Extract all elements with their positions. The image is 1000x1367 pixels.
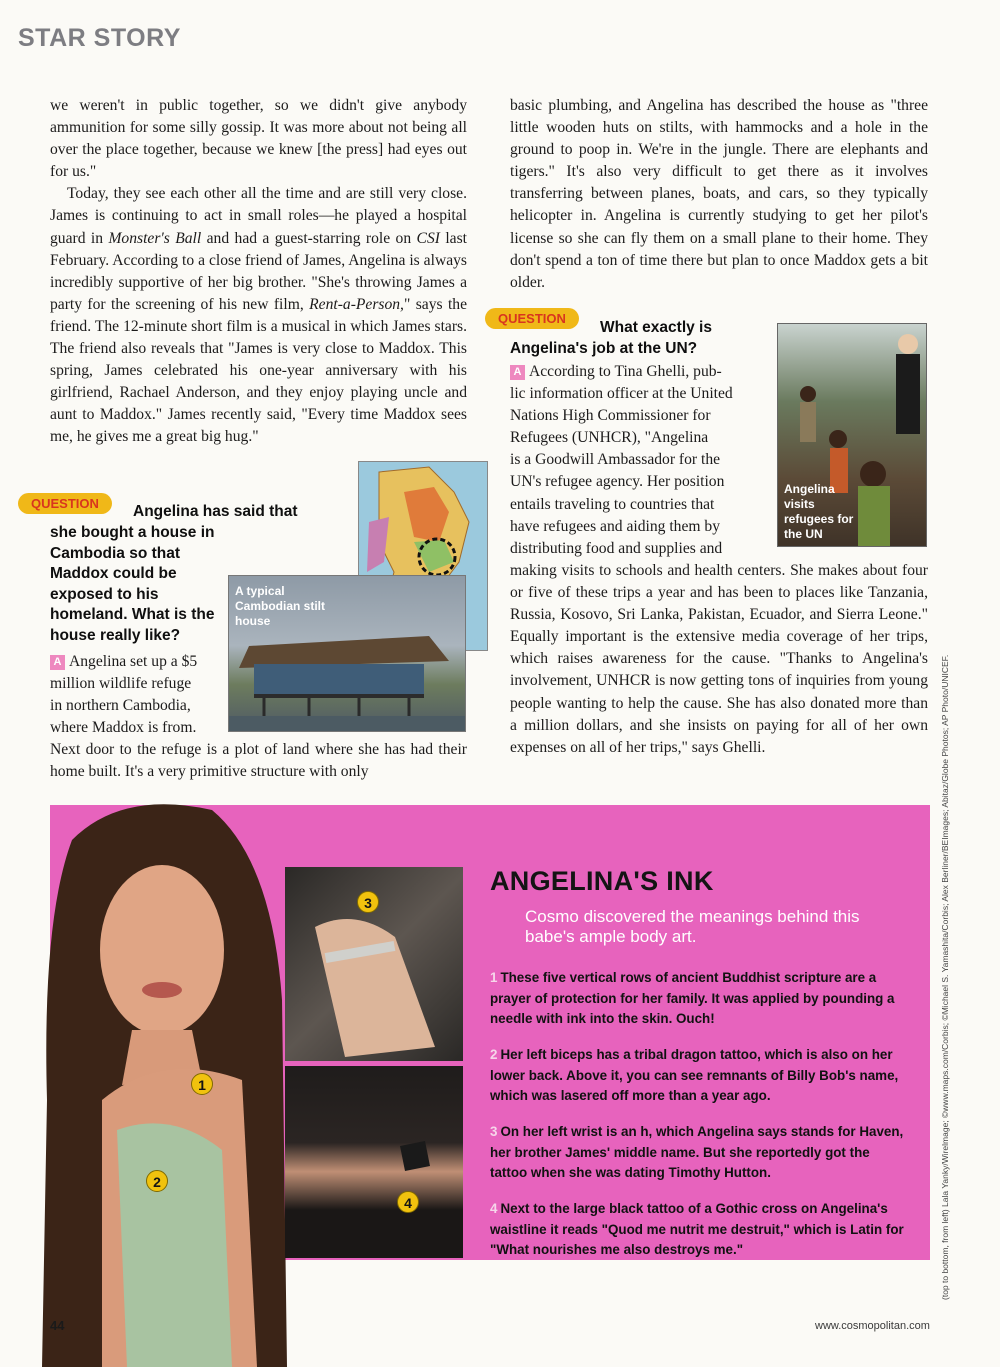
waist-graphic — [285, 1066, 463, 1258]
waistline-tattoo-photo — [285, 1066, 463, 1258]
tattoo-badge-1: 1 — [191, 1073, 213, 1095]
angelina-portrait-photo — [42, 800, 292, 1367]
question-tag-2: QUESTION — [485, 308, 579, 329]
ink-subtitle: Cosmo discovered the meanings behind this babe's ample body art. — [525, 907, 860, 946]
ink-item-1: 1 These five vertical rows of ancient Buddhist scripture are a prayer of protection for her family. It was applied by pounding a needle with ink into the skin. Ouch! — [490, 970, 895, 1026]
ink-item-4: 4 Next to the large black tattoo of a Gothic cross on Angelina's waistline it reads "Quod me nutrit me destruit," which is Latin for "What nourishes me also destroys me." — [490, 1201, 904, 1257]
portrait-graphic — [42, 800, 292, 1367]
answer-marker-1: A — [50, 655, 65, 670]
un-refugees-photo — [777, 323, 927, 547]
answer-marker-2: A — [510, 365, 525, 380]
left-paragraph-1: we weren't in public together, so we didn't give anybody ammunition for some silly gossip. It was more about not being all over the place together, because we knew [the press] had eyes out for us." — [50, 97, 467, 181]
question-1-answer-cont: Next door to the refuge is a plot of land where she has had their home built. It's a very primitive structure with only — [50, 741, 467, 781]
question-2-line-1: What exactly is — [600, 319, 712, 336]
question-1-line-1: Angelina has said that — [133, 503, 298, 520]
footer-url: www.cosmopolitan.com — [815, 1320, 930, 1332]
stilt-house-caption: A typical Cambodian stilt house — [235, 584, 326, 628]
question-1-heading: she bought a house in Cambodia so that Maddox could be exposed to his homeland. What is the house really like? — [50, 524, 215, 644]
question-2-answer: A According to Tina Ghelli, pub- lic information officer at the United Nations High Commissioner for Refugees (UNHCR), "Angelina is a Goodwill Ambassador for the UN's refugee agency. Her position entails traveling to countries that have refugees and aiding them by distributing food and supplies and — [510, 363, 733, 557]
tattoo-badge-4: 4 — [397, 1191, 419, 1213]
page-number: 44 — [50, 1318, 65, 1333]
question-1-answer: A Angelina set up a $5 million wildlife refuge in northern Cambodia, where Maddox is from. — [50, 653, 198, 737]
question-2-line-2: Angelina's job at the UN? — [510, 340, 698, 357]
ink-title: ANGELINA'S INK — [490, 866, 714, 896]
tattoo-badge-2: 2 — [146, 1170, 168, 1192]
left-paragraph-2: Today, they see each other all the time and are still very close. James is continuing to act in small roles—he played a hospital guard in Monster's Ball and had a guest-starring role on CSI last February. According to a close friend of James, Angelina is always incredibly supportive of her big brother. "She's throwing James a party for the screening of his new film, Rent-a-Person," says the friend. The 12-minute short film is a musical in which James stars. The friend also reveals that "James is very close to Maddox. This spring, James celebrated his one-year anniversary with his girlfriend, Rachael Anderson, and they enjoy playing uncle and aunt to Maddox." James recently said, "Every time Maddox sees me, he gives me a great big hug." — [50, 185, 467, 446]
wrist-tattoo-photo — [285, 867, 463, 1061]
question-2-answer-cont: making visits to schools and health centers. She makes about four or five of these trips a year and has been to places like Tanzania, Russia, Kosovo, Sri Lanka, Pakistan, Ecuador, and Sierra Leone." Equally important is the extensive media coverage of her trips, which raises awareness for the cause. "Thanks to Angelina's involvement, UNHCR is now getting tons of inquiries from young people wanting to help the cause. She has also donated more than a million dollars, and she insists on paying for all of her own expenses on all of her trips," says Ghelli. — [510, 562, 928, 756]
left-column-top — [50, 95, 467, 449]
section-label: STAR STORY — [18, 24, 181, 52]
question-tag-1: QUESTION — [18, 493, 112, 514]
ink-item-2: 2 Her left biceps has a tribal dragon tattoo, which is also on her lower back. Above it, you can see remnants of Billy Bob's name, which was lasered off more than a year ago. — [490, 1047, 899, 1103]
photo-credits: (top to bottom, from left) Lala Yanky/Wirelmage; ©www.maps.com/Corbis; ©Michael S. Yamashita/Corbis; Alex Berliner/BEImages; Abitaz/Globe Photos; AP Photo/UNICEF. — [940, 654, 950, 1300]
tattoo-badge-3: 3 — [357, 891, 379, 913]
stilt-house-image — [228, 575, 466, 732]
right-paragraph-1: basic plumbing, and Angelina has described the house as "three little wooden huts on stilts, with hammocks and a hole in the ground to poop in. We're in the jungle. There are elephants and tigers." It's also very difficult to get there as it involves transferring between planes, boats, and cars, so they typically helicopter in. Angelina is currently studying to get her pilot's license so she can fly them on a small plane to their home. They don't spend a ton of time there but plan to once Maddox gets a bit older. — [510, 97, 928, 291]
ink-item-3: 3 On her left wrist is an h, which Angelina says stands for Haven, her brother James' middle name. But she reportedly got the tattoo when she was dating Timothy Hutton. — [490, 1124, 904, 1180]
un-photo-caption: Angelina visits refugees for the UN — [784, 482, 854, 541]
